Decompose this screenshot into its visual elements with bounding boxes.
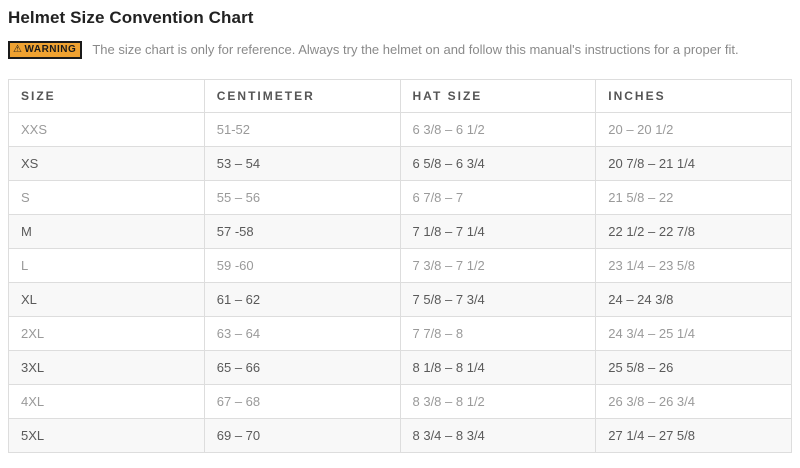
hat-size-cell: 6 7/8 – 7 [400,181,596,215]
hat-size-cell: 6 5/8 – 6 3/4 [400,147,596,181]
centimeter-cell: 65 – 66 [204,351,400,385]
table-row [9,147,792,181]
warning-badge [8,41,82,59]
inches-cell: 26 3/8 – 26 3/4 [596,385,792,419]
table-row [9,283,792,317]
warning-triangle-icon: ⚠ [13,44,23,55]
column-header-inches: INCHES [596,80,792,113]
hat-size-cell: 7 3/8 – 7 1/2 [400,249,596,283]
column-header-size: SIZE [9,80,205,113]
size-cell: XL [9,283,205,317]
table-header-row [9,80,792,113]
inches-cell: 21 5/8 – 22 [596,181,792,215]
centimeter-cell: 69 – 70 [204,419,400,453]
hat-size-cell: 6 3/8 – 6 1/2 [400,113,596,147]
inches-cell: 22 1/2 – 22 7/8 [596,215,792,249]
warning-badge-label: WARNING [24,44,77,55]
size-cell: 2XL [9,317,205,351]
size-cell: L [9,249,205,283]
table-row [9,181,792,215]
hat-size-cell: 7 1/8 – 7 1/4 [400,215,596,249]
table-row [9,351,792,385]
hat-size-cell: 8 1/8 – 8 1/4 [400,351,596,385]
inches-cell: 20 – 20 1/2 [596,113,792,147]
table-row [9,419,792,453]
size-cell: XS [9,147,205,181]
size-cell: 5XL [9,419,205,453]
centimeter-cell: 59 -60 [204,249,400,283]
size-chart-table [8,79,792,453]
centimeter-cell: 61 – 62 [204,283,400,317]
warning-note [8,41,792,59]
table-row [9,317,792,351]
table-row [9,385,792,419]
centimeter-cell: 63 – 64 [204,317,400,351]
centimeter-cell: 55 – 56 [204,181,400,215]
size-cell: 3XL [9,351,205,385]
hat-size-cell: 8 3/8 – 8 1/2 [400,385,596,419]
page-title: Helmet Size Convention Chart [8,8,254,27]
hat-size-cell: 8 3/4 – 8 3/4 [400,419,596,453]
inches-cell: 24 3/4 – 25 1/4 [596,317,792,351]
inches-cell: 27 1/4 – 27 5/8 [596,419,792,453]
table-row [9,215,792,249]
column-header-hat-size: HAT SIZE [400,80,596,113]
centimeter-cell: 67 – 68 [204,385,400,419]
warning-text: The size chart is only for reference. Always try the helmet on and follow this manual's instructions for a proper fit. [92,42,739,57]
centimeter-cell: 51-52 [204,113,400,147]
table-row [9,249,792,283]
inches-cell: 25 5/8 – 26 [596,351,792,385]
inches-cell: 24 – 24 3/8 [596,283,792,317]
centimeter-cell: 57 -58 [204,215,400,249]
hat-size-cell: 7 7/8 – 8 [400,317,596,351]
hat-size-cell: 7 5/8 – 7 3/4 [400,283,596,317]
inches-cell: 20 7/8 – 21 1/4 [596,147,792,181]
centimeter-cell: 53 – 54 [204,147,400,181]
size-cell: 4XL [9,385,205,419]
size-cell: XXS [9,113,205,147]
column-header-centimeter: CENTIMETER [204,80,400,113]
size-cell: S [9,181,205,215]
inches-cell: 23 1/4 – 23 5/8 [596,249,792,283]
table-row [9,113,792,147]
size-cell: M [9,215,205,249]
